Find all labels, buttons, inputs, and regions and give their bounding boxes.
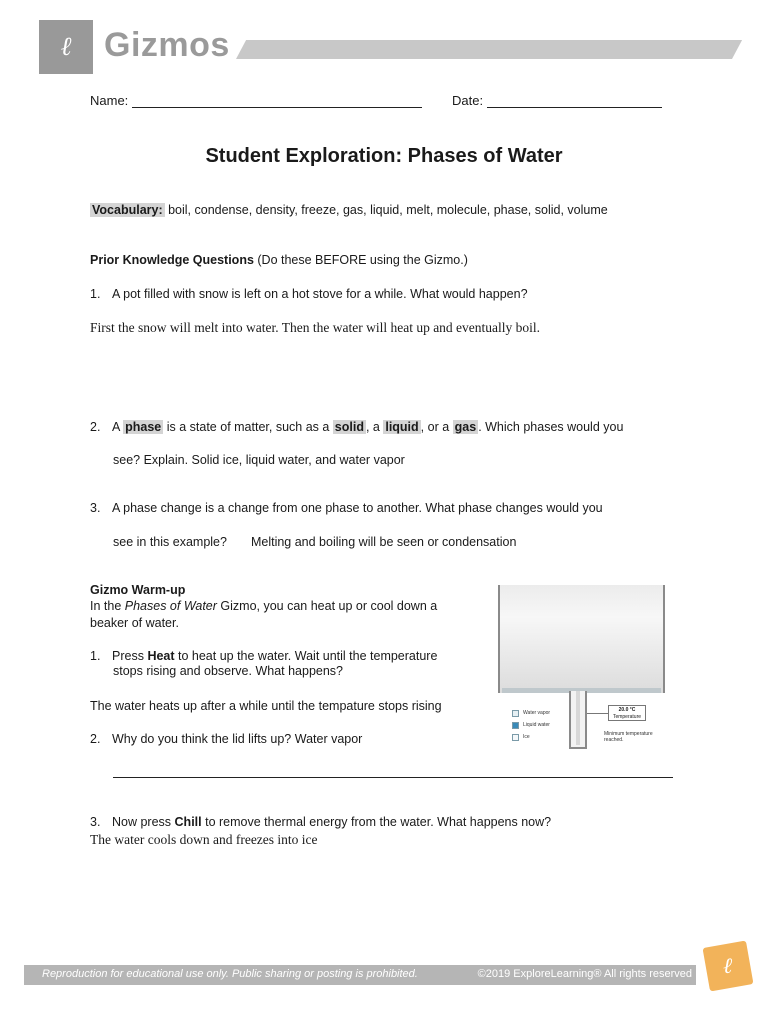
date-label: Date: <box>452 93 484 108</box>
name-label: Name: <box>90 93 129 108</box>
warmup-q2 <box>90 732 362 746</box>
prior-q2-line2[interactable]: see? Explain. Solid ice, liquid water, and water vapor <box>113 453 405 467</box>
question-text: see in this example? <box>113 535 227 549</box>
prior-q3-line2 <box>113 535 516 549</box>
prior-q3-answer[interactable]: Melting and boiling will be seen or condensation <box>250 535 517 549</box>
q2-text-mid3: , or a <box>420 420 453 434</box>
brand-name: Gizmos <box>104 26 230 64</box>
warmup-intro <box>90 599 437 613</box>
beaker-illustration <box>498 585 665 693</box>
legend-label: Ice <box>523 734 530 740</box>
prior-note: (Do these BEFORE using the Gizmo.) <box>253 253 468 267</box>
q1-post: to heat up the water. Wait until the temperature <box>174 649 438 663</box>
term-liquid: liquid <box>385 420 419 434</box>
gizmo-image <box>498 585 668 750</box>
footer-copyright: ©2019 ExploreLearning® All rights reserved <box>477 968 692 980</box>
warmup-q3-answer[interactable]: The water cools down and freezes into ice <box>90 832 318 847</box>
q1-pre: Press <box>112 649 148 663</box>
legend-item <box>512 719 550 731</box>
question-number: 1. <box>90 287 101 301</box>
thermometer-tube <box>569 691 587 749</box>
intro-gizmo-name: Phases of Water <box>124 599 217 613</box>
prior-knowledge-heading <box>90 253 468 267</box>
q2-text-mid2: , a <box>365 420 384 434</box>
liquid-water-swatch <box>512 722 519 729</box>
intro-post: Gizmo, you can heat up or cool down a <box>216 599 438 613</box>
logo <box>39 20 93 74</box>
q3-pre: Now press <box>112 815 175 829</box>
vocabulary-terms: boil, condense, density, freeze, gas, liquid, melt, molecule, phase, solid, volume <box>164 203 608 217</box>
q2-text-mid1: is a state of matter, such as a <box>163 420 333 434</box>
warmup-intro-line2: beaker of water. <box>90 616 179 630</box>
answer-line[interactable] <box>113 777 673 778</box>
name-field[interactable] <box>90 93 422 108</box>
footer-disclaimer: Reproduction for educational use only. Public sharing or posting is prohibited. <box>42 968 418 980</box>
q3-post: to remove thermal energy from the water. What happens now? <box>201 815 552 829</box>
intro-pre: In the <box>90 599 125 613</box>
min-temp-note: Minimum temperature reached. <box>604 731 653 743</box>
term-solid: solid <box>334 420 364 434</box>
vocabulary-label: Vocabulary: <box>92 203 163 217</box>
vocabulary-line <box>90 203 608 217</box>
name-blank[interactable] <box>132 96 422 108</box>
prior-q2 <box>90 420 623 434</box>
temperature-value: 20.0 °C <box>618 707 636 713</box>
warmup-q1 <box>90 649 437 663</box>
legend-label: Liquid water <box>523 722 550 728</box>
prior-heading: Prior Knowledge Questions <box>90 253 254 267</box>
legend-label: Water vapor <box>523 710 551 716</box>
date-field[interactable] <box>452 93 662 108</box>
phase-legend <box>512 707 550 743</box>
prior-q1-answer[interactable]: First the snow will melt into water. Then the water will heat up and eventually boil. <box>90 320 541 335</box>
question-text: A pot filled with snow is left on a hot stove for a while. What would happen? <box>112 287 528 301</box>
prior-q3 <box>90 501 603 515</box>
el-logo-icon: ℓ <box>60 32 72 62</box>
warmup-q3 <box>90 815 551 829</box>
q2-text-pre: A <box>112 420 124 434</box>
term-gas: gas <box>454 420 477 434</box>
footer-logo <box>703 941 754 992</box>
chill-term: Chill <box>174 815 202 829</box>
legend-item <box>512 731 550 743</box>
question-number: 3. <box>90 501 101 515</box>
temperature-readout <box>608 705 646 721</box>
warmup-heading: Gizmo Warm-up <box>90 583 186 597</box>
question-text: A phase change is a change from one phase to another. What phase changes would you <box>112 501 603 515</box>
question-number: 2. <box>90 420 101 434</box>
header-bar <box>236 40 742 59</box>
prior-q1 <box>90 287 528 301</box>
el-logo-icon: ℓ <box>723 954 733 980</box>
question-number: 3. <box>90 815 101 829</box>
term-phase: phase <box>125 420 162 434</box>
temperature-label: Temperature <box>612 714 642 720</box>
page-title: Student Exploration: Phases of Water <box>205 145 563 167</box>
question-text[interactable]: Why do you think the lid lifts up? Water vapor <box>112 732 363 746</box>
question-number: 1. <box>90 649 101 663</box>
warmup-q1-line2: stops rising and observe. What happens? <box>113 664 343 678</box>
question-number: 2. <box>90 732 101 746</box>
legend-item <box>512 707 550 719</box>
date-blank[interactable] <box>487 96 662 108</box>
readout-leader <box>587 713 608 714</box>
footer-bar <box>24 965 696 985</box>
warmup-q1-answer[interactable]: The water heats up after a while until the tempature stops rising <box>90 699 442 713</box>
tube-core <box>576 691 580 745</box>
q2-text-post: . Which phases would you <box>478 420 624 434</box>
heat-term: Heat <box>147 649 175 663</box>
water-vapor-swatch <box>512 710 519 717</box>
ice-swatch <box>512 734 519 741</box>
